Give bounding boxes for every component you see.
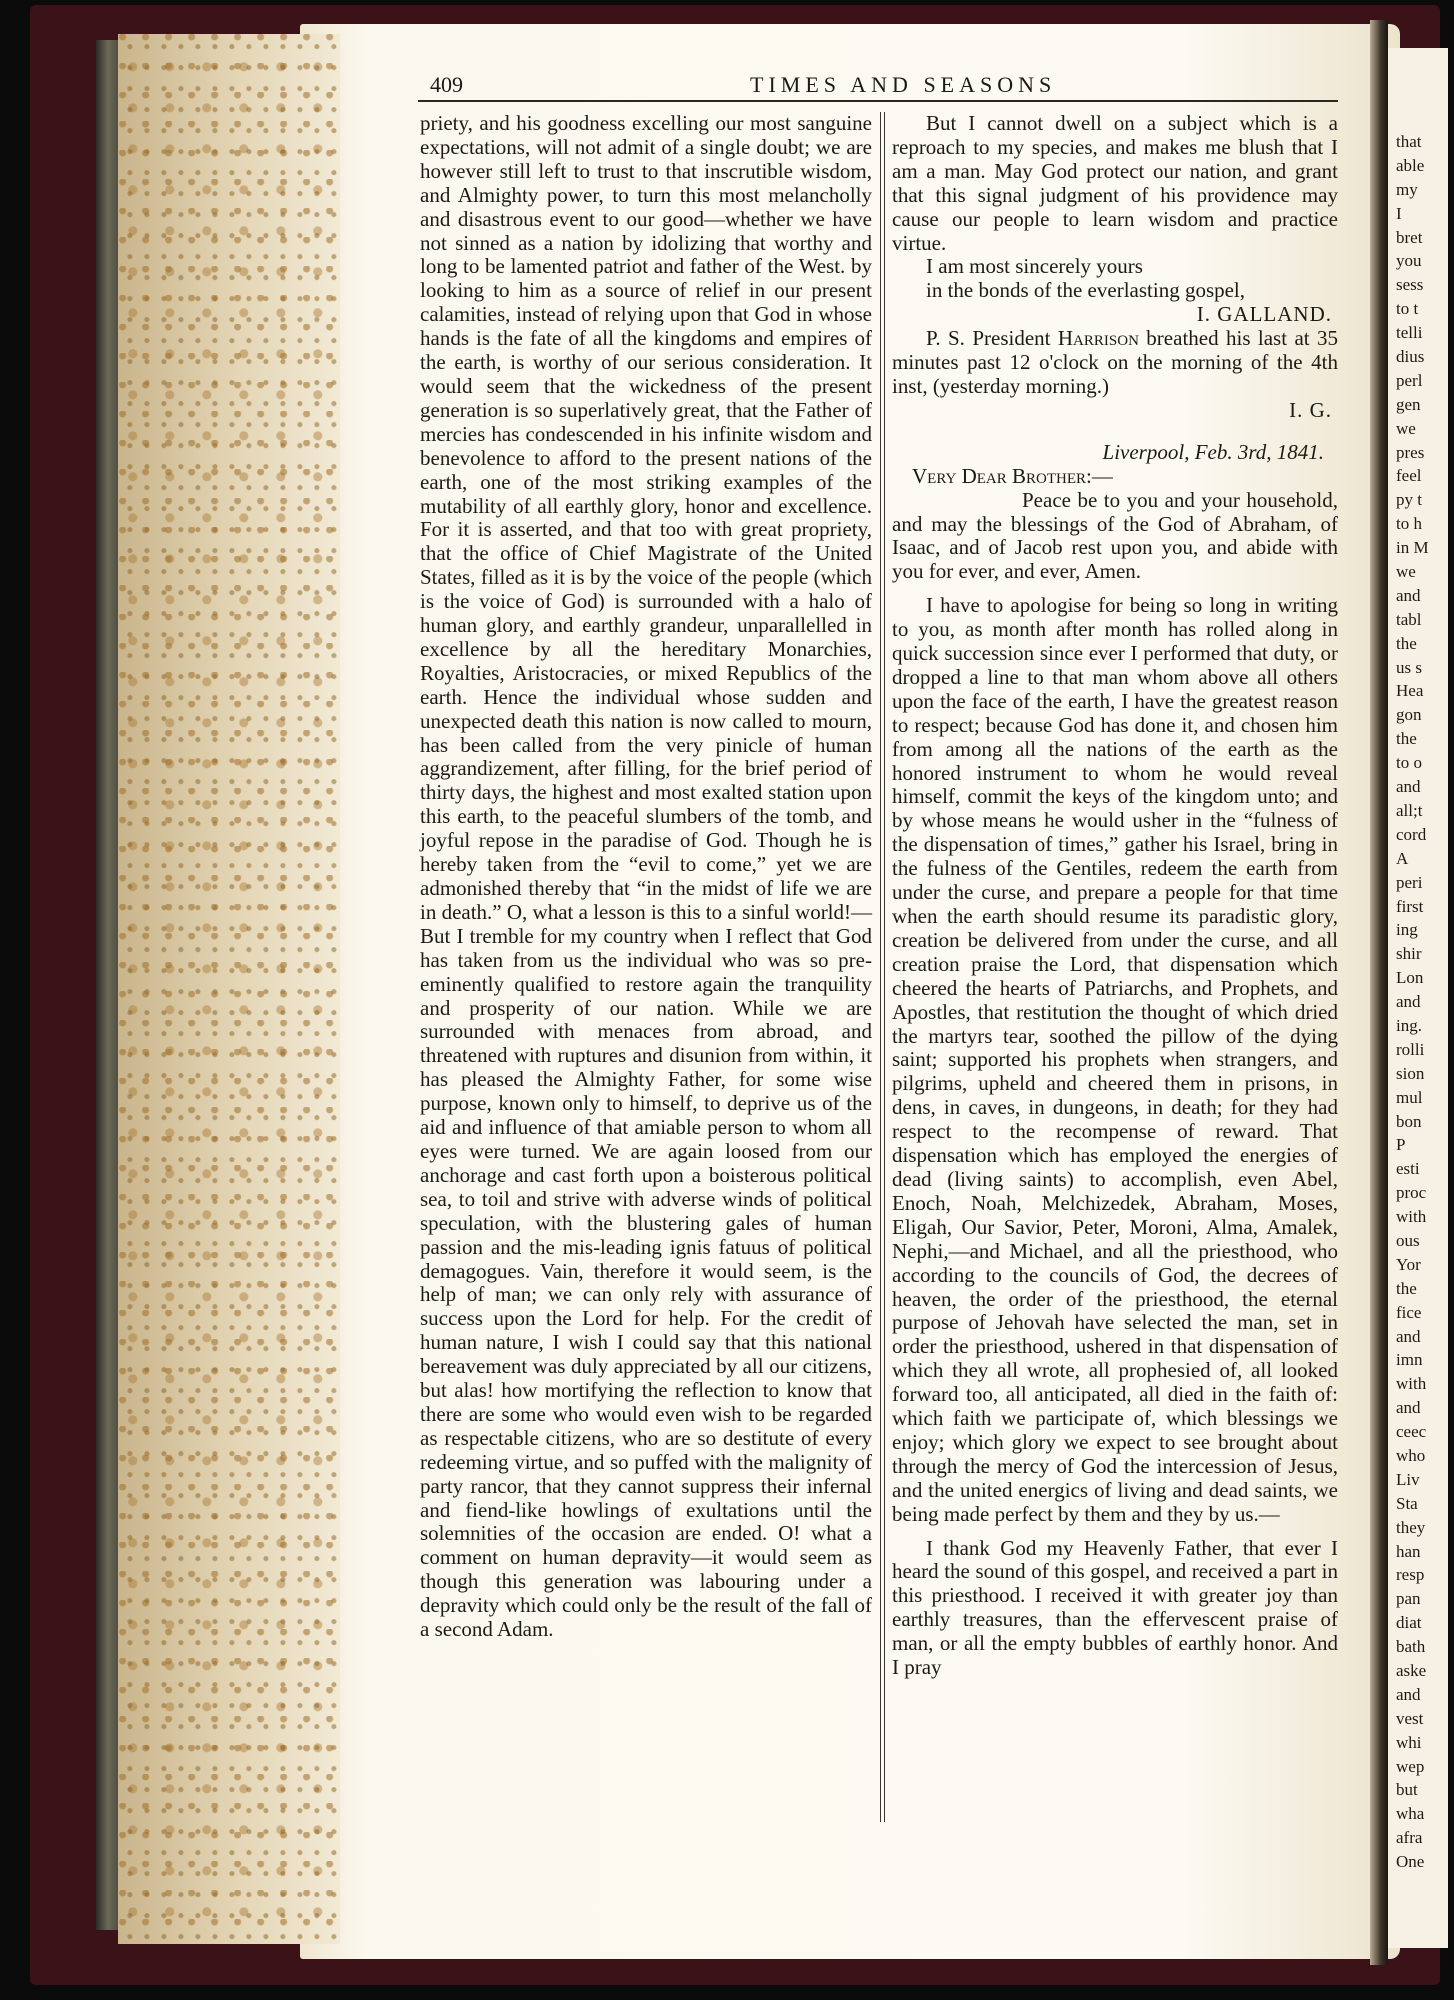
header-rule (418, 100, 1338, 102)
book-gutter (1370, 20, 1388, 1965)
facing-page-fragment: resp (1396, 1565, 1425, 1585)
facing-page-fragment: my (1396, 179, 1418, 199)
facing-page-fragment: peri (1396, 872, 1423, 892)
article-text: priety, and his goodness excelling our most sanguine expectations, will not admit of a single doubt; we are however still left to trust to that inscrutible wisdom, and Almighty power, to turn this most melancholly and disastrous event to our good—whether we have not sinned as a nation by idolizing that worthy and long to be lamented patriot and father of the West. by looking to him as a source of relief in our present calamities, instead of relying upon that God in whose hands is the fate of all the kingdoms and empires of the earth, is worthy of our serious consideration. It would seem that the wickedness of the present generation is so superlatively great, that the Father of mercies has condescended in his infinite wisdom and benevolence to afford to the present nations of the earth, one of the most striking examples of the mutability of all earthly glory, honor and excellence. For it is asserted, and that too with great propriety, that the office of Chief Magistrate of the United States, filled as it is by the voice of the people (which is the voice of God) is surrounded with a halo of human glory, and earthly grandeur, unparallelled in excellence by all the hereditary Monarchies, Royalties, Aristocracies, or mixed Republics of the earth. Hence the individual whose sudden and unexpected death this nation is now called to mourn, has been called from the very pinicle of human aggrandizement, after filling, for the brief period of thirty days, the highest and most exalted station upon this earth, to the peaceful slumbers of the tomb, and joyful repose in the paradise of God. Though he is hereby taken from the “evil to come,” yet we are admonished thereby that “in the midst of life we are in death.” O, what a lesson is this to a sinful world!—But I tremble for my country when I reflect that God has taken from us the individual who was so pre-eminently qualified to restore again the tranquility and prosperity of our nation. While we are surrounded with menaces from abroad, and threatened with ruptures and disunion from within, it has pleased the Almighty Father, for some wise purpose, known only to himself, to deprive us of the aid and influence of that amiable person to whom all eyes were turned. We are again loosed from our anchorage and cast forth upon a boisterous political sea, to toil and strive with adverse winds of political speculation, with the blustering gales of human passion and the mis-leading ignis fatuus of political demagogues. Vain, therefore it would seem, is the help of man; we can only rely with assurance of success upon the Lord for help. For the credit of human nature, I wish I could say that this national bereavement was duly appreciated by all our citizens, but alas! how mortifying the reflection to know that there are some who would even wish to be regarded as respectable citizens, who are so destitute of every redeeming virtue, and so puffed with the malignity of party rancor, that they cannot suppress their infernal and fiend-like howlings of exultations until the solemnities of the occasion are ended. O! what a comment on human depravity—it would seem as though this generation was labouring under a depravity which could only be the result of the fall of a second Adam. (420, 111, 873, 1642)
postscript-prefix: P. S. President (926, 326, 1058, 351)
valediction-line-1: I am most sincerely yours (926, 254, 1143, 279)
postscript-initials: I. G. (1289, 397, 1332, 422)
column-divider (880, 112, 885, 1822)
facing-page-fragment: we (1396, 418, 1416, 438)
facing-page-fragment: with (1396, 1374, 1427, 1394)
facing-page-fragment: the (1396, 633, 1417, 653)
facing-page-fragment: all;t (1396, 800, 1423, 820)
facing-page-fragment: that (1396, 132, 1422, 151)
facing-page-fragment: they (1396, 1517, 1426, 1537)
facing-page-fragment: to t (1396, 299, 1419, 319)
signature: I. GALLAND. (1196, 302, 1332, 327)
foxed-page-margin (118, 34, 340, 1944)
facing-page-fragment: P (1396, 1135, 1406, 1155)
facing-page-fragment: Lon (1396, 968, 1424, 988)
facing-page-fragment: able (1396, 155, 1425, 175)
facing-page-fragment: wha (1396, 1804, 1425, 1824)
letter-paragraph-2: I have to apologise for being so long in writing to you, as month after month has rolled along in quick succession since ever I performed that duty, or dropped a line to that man whom above all others upon the face of the earth, I have the greatest reason to respect; because God has done it, and chosen him from among all the nations of the earth as the honored instrument to whom he would reveal himself, commit the keys of the kingdom unto; and by whose means he would usher in the “fulness of the dispensation of times,” gather his Israel, bring in the fulness of the Gentiles, redeem the earth from under the curse, and prepare a people for that time when the earth should resume its paradistic glory, creation be delivered from under the curse, and all creation praise the Lord, that dispensation which cheered the hearts of Patriarchs, and Prophets, and Apostles, that restitution the thought of which dried the martyrs tear, soothed the pillow of the dying saint; supported his prophets when strangers, and pilgrims, upheld and cheered them in prisons, in dens, in caves, in dungeons, in death; for they had respect to the recompense of reward. That dispensation which has employed the energies of dead (living saints) to accomplish, even Abel, Enoch, Noah, Melchizedek, Abraham, Moses, Eligah, Our Savior, Peter, Moroni, Alma, Amalek, Nephi,—and Michael, and all the priesthood, who according to the councils of God, the decrees of heaven, the order of the priesthood, the eternal purpose of Jehovah have selected the man, set in order the priesthood, ushered in that dispensation of which they all wrote, all prophesied of, all looked forward too, all anticipated, all died in the faith of: which faith we participate of, which blessings we enjoy; which glory we expect to see brought about through the mercy of God the intercession of Jesus, and the united energics of living and dead saints, we being made perfect by them and they by us.— (892, 593, 1338, 1526)
letter-paragraph-3: I thank God my Heavenly Father, that ever I heard the sound of this gospel, and received a part in this priesthood. I received it with greater joy than earthly treasures, than the effervescent praise of man, or all the empty bubbles of earthly honor. And I pray (892, 1535, 1338, 1680)
facing-page-fragment: with (1396, 1207, 1427, 1227)
facing-page-fragment: first (1396, 896, 1424, 916)
facing-page-fragment: bon (1396, 1111, 1422, 1131)
right-column (892, 112, 1338, 1680)
page-number: 409 (430, 72, 463, 97)
facing-page-fragment: ing. (1396, 1015, 1422, 1035)
facing-page-fragment: cord (1396, 824, 1427, 844)
facing-page-fragment: to h (1396, 514, 1422, 534)
facing-page-fragment: esti (1396, 1159, 1420, 1179)
facing-page-fragment: and (1396, 585, 1421, 605)
salutation: Very Dear Brother:— (912, 463, 1113, 488)
facing-page-fragment: and (1396, 777, 1421, 797)
facing-page-fragment: gon (1396, 705, 1422, 725)
left-column (420, 112, 872, 1642)
postscript (892, 327, 1338, 399)
facing-page-fragment: diat (1396, 1613, 1422, 1633)
letter-paragraph-1: Peace be to you and your household, and may the blessings of the God of Abraham, of Isaac, and of Jacob rest upon you, and abide with you for ever, and ever, Amen. (892, 487, 1338, 584)
facing-page-fragment: Hea (1396, 681, 1424, 701)
facing-page-fragment: telli (1396, 323, 1423, 343)
facing-page-fragment: imn (1396, 1350, 1423, 1370)
facing-page-fragment: the (1396, 729, 1417, 749)
facing-page-fragment: I (1396, 203, 1402, 223)
running-header (420, 64, 1454, 104)
facing-page-fragment: Sta (1396, 1493, 1418, 1513)
facing-page-fragment: you (1396, 251, 1422, 271)
facing-page-fragment: han (1396, 1541, 1421, 1561)
facing-page-fragment: and (1396, 1398, 1421, 1418)
facing-page-fragment: sess (1396, 275, 1424, 295)
letter-dateline: Liverpool, Feb. 3rd, 1841. (1102, 439, 1324, 464)
facing-page-fragment: the (1396, 1278, 1417, 1298)
facing-page-fragment: aske (1396, 1661, 1427, 1680)
facing-page-fragment: pan (1396, 1589, 1421, 1609)
facing-page-fragment: gen (1396, 394, 1421, 414)
facing-page-fragment: wep (1396, 1756, 1425, 1776)
facing-page-fragment: pres (1396, 442, 1425, 462)
facing-page-fragment: proc (1396, 1183, 1427, 1203)
facing-page-fragment: A (1396, 848, 1409, 868)
facing-page-fragment: fice (1396, 1302, 1422, 1322)
facing-page-fragment: ceec (1396, 1422, 1427, 1442)
facing-page-fragment: ous (1396, 1230, 1420, 1250)
facing-page-fragment: Yor (1396, 1254, 1421, 1274)
postscript-name: Harrison (1057, 326, 1139, 351)
facing-page-fragment: sion (1396, 1063, 1425, 1083)
facing-page-fragment: in M (1396, 538, 1429, 558)
postscript-text: breathed his last at 35 minutes past 12 o'clock on the morning of the 4th inst, (yesterday morning.) (892, 326, 1339, 398)
facing-page-fragment: and (1396, 1326, 1421, 1346)
facing-page-fragment: to o (1396, 753, 1422, 773)
facing-page-fragment: but (1396, 1780, 1418, 1800)
facing-page-fragment: feel (1396, 466, 1422, 486)
facing-page-edge (1388, 48, 1448, 1948)
facing-page-fragment: tabl (1396, 609, 1422, 629)
facing-page-fragment: shir (1396, 944, 1422, 964)
facing-page-fragment: perl (1396, 370, 1423, 390)
facing-page-fragment: One (1396, 1852, 1425, 1872)
closing-paragraph: But I cannot dwell on a subject which is a reproach to my species, and makes me blush that I am a man. May God protect our nation, and grant that this signal judgment of his providence may cause our people to learn wisdom and practice virtue. (892, 111, 1338, 255)
facing-page-text-fragments (1388, 48, 1448, 1874)
facing-page-fragment: dius (1396, 347, 1425, 367)
facing-page-fragment: afra (1396, 1828, 1423, 1848)
spacer (892, 423, 1338, 441)
facing-page-fragment: and (1396, 1684, 1421, 1704)
facing-page-fragment: and (1396, 992, 1421, 1012)
facing-page-fragment: Liv (1396, 1469, 1420, 1489)
facing-page-fragment: py t (1396, 490, 1422, 510)
facing-page-fragment: mul (1396, 1087, 1423, 1107)
valediction-line-2: in the bonds of the everlasting gospel, (926, 278, 1246, 303)
facing-page-fragment: rolli (1396, 1039, 1425, 1059)
running-title: TIMES AND SEASONS (750, 72, 1057, 97)
facing-page-fragment: ing (1396, 920, 1418, 940)
facing-page-fragment: whi (1396, 1732, 1422, 1752)
facing-page-fragment: we (1396, 562, 1416, 582)
facing-page-fragment: bath (1396, 1637, 1426, 1657)
facing-page-fragment: who (1396, 1445, 1426, 1465)
facing-page-fragment: bret (1396, 227, 1423, 247)
facing-page-fragment: vest (1396, 1708, 1424, 1728)
facing-page-fragment: us s (1396, 657, 1422, 677)
